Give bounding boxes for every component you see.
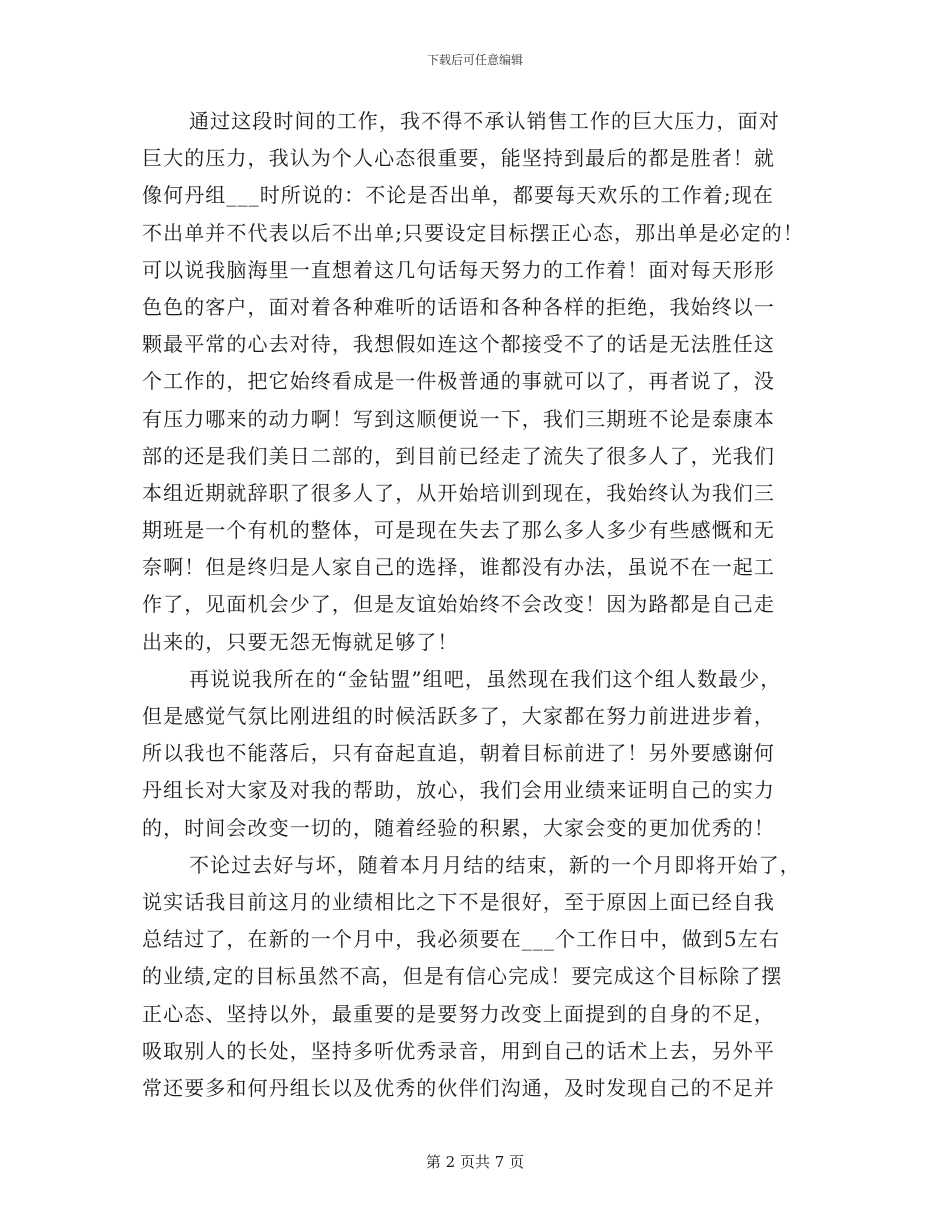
text-line: 像何丹组___时所说的：不论是否出单，都要每天欢乐的工作着;现在 [142, 183, 774, 208]
text-line: 期班是一个有机的整体，可是现在失去了那么多人多少有些感慨和无 [142, 518, 775, 543]
text-line: 常还要多和何丹组长以及优秀的伙伴们沟通，及时发现自己的不足并 [142, 1075, 775, 1100]
text-line: 再说说我所在的“金钻盟”组吧，虽然现在我们这个组人数最少， [189, 666, 782, 691]
text-line: 正心态、坚持以外，最重要的是要努力改变上面提到的自身的不足， [142, 1001, 775, 1026]
text-line: 吸取别人的长处，坚持多听优秀录音，用到自己的话术上去，另外平 [142, 1038, 775, 1063]
text-line: 丹组长对大家及对我的帮助，放心，我们会用业绩来证明自己的实力 [142, 778, 775, 803]
text-line: 部的还是我们美日二部的，到目前已经走了流失了很多人了，光我们 [142, 443, 775, 468]
text-line: 的，时间会改变一切的，随着经验的积累，大家会变的更加优秀的！ [142, 815, 775, 840]
text-line: 有压力哪来的动力啊！写到这顺便说一下，我们三期班不论是泰康本 [142, 406, 775, 431]
text-line: 通过这段时间的工作，我不得不承认销售工作的巨大压力，面对 [189, 109, 780, 133]
text-line: 的业绩,定的目标虽然不高，但是有信心完成！要完成这个目标除了摆 [142, 964, 783, 989]
text-line: 作了，见面机会少了，但是友谊始始终不会改变！因为路都是自己走 [142, 592, 775, 617]
text-line: 但是感觉气氛比刚进组的时候活跃多了，大家都在努力前进进步着， [142, 704, 775, 728]
page-header: 下载后可任意编辑 [426, 53, 523, 67]
text-line: 奈啊！但是终归是人家自己的选择，谁都没有办法，虽说不在一起工 [142, 555, 775, 580]
text-line: 不论过去好与坏，随着本月月结的结束，新的一个月即将开始了， [189, 852, 801, 877]
text-line: 总结过了，在新的一个月中，我必须要在___个工作日中，做到5左右 [142, 927, 780, 952]
text-line: 说实话我目前这月的业绩相比之下不是很好，至于原因上面已经自我 [142, 889, 775, 914]
text-line: 不出单并不代表以后不出单;只要设定目标摆正心态，那出单是必定的！ [142, 220, 804, 245]
text-line: 本组近期就辞职了很多人了，从开始培训到现在，我始终认为我们三 [142, 480, 775, 505]
text-line: 颗最平常的心去对待，我想假如连这个都接受不了的话是无法胜任这 [142, 332, 775, 357]
text-line: 出来的，只要无怨无悔就足够了！ [142, 629, 459, 654]
body-text [142, 103, 808, 1107]
text-line: 个工作的，把它始终看成是一件极普通的事就可以了，再者说了，没 [142, 369, 775, 394]
page-footer: 第 2 页共 7 页 [425, 1153, 525, 1171]
text-line: 巨大的压力，我认为个人心态很重要，能坚持到最后的都是胜者！就 [142, 146, 775, 171]
text-line: 可以说我脑海里一直想着这几句话每天努力的工作着！面对每天形形 [142, 257, 775, 282]
text-line: 色色的客户，面对着各种难听的话语和各种各样的拒绝，我始终以一 [142, 294, 775, 319]
text-line: 所以我也不能落后，只有奋起直追，朝着目标前进了！另外要感谢何 [142, 741, 775, 766]
